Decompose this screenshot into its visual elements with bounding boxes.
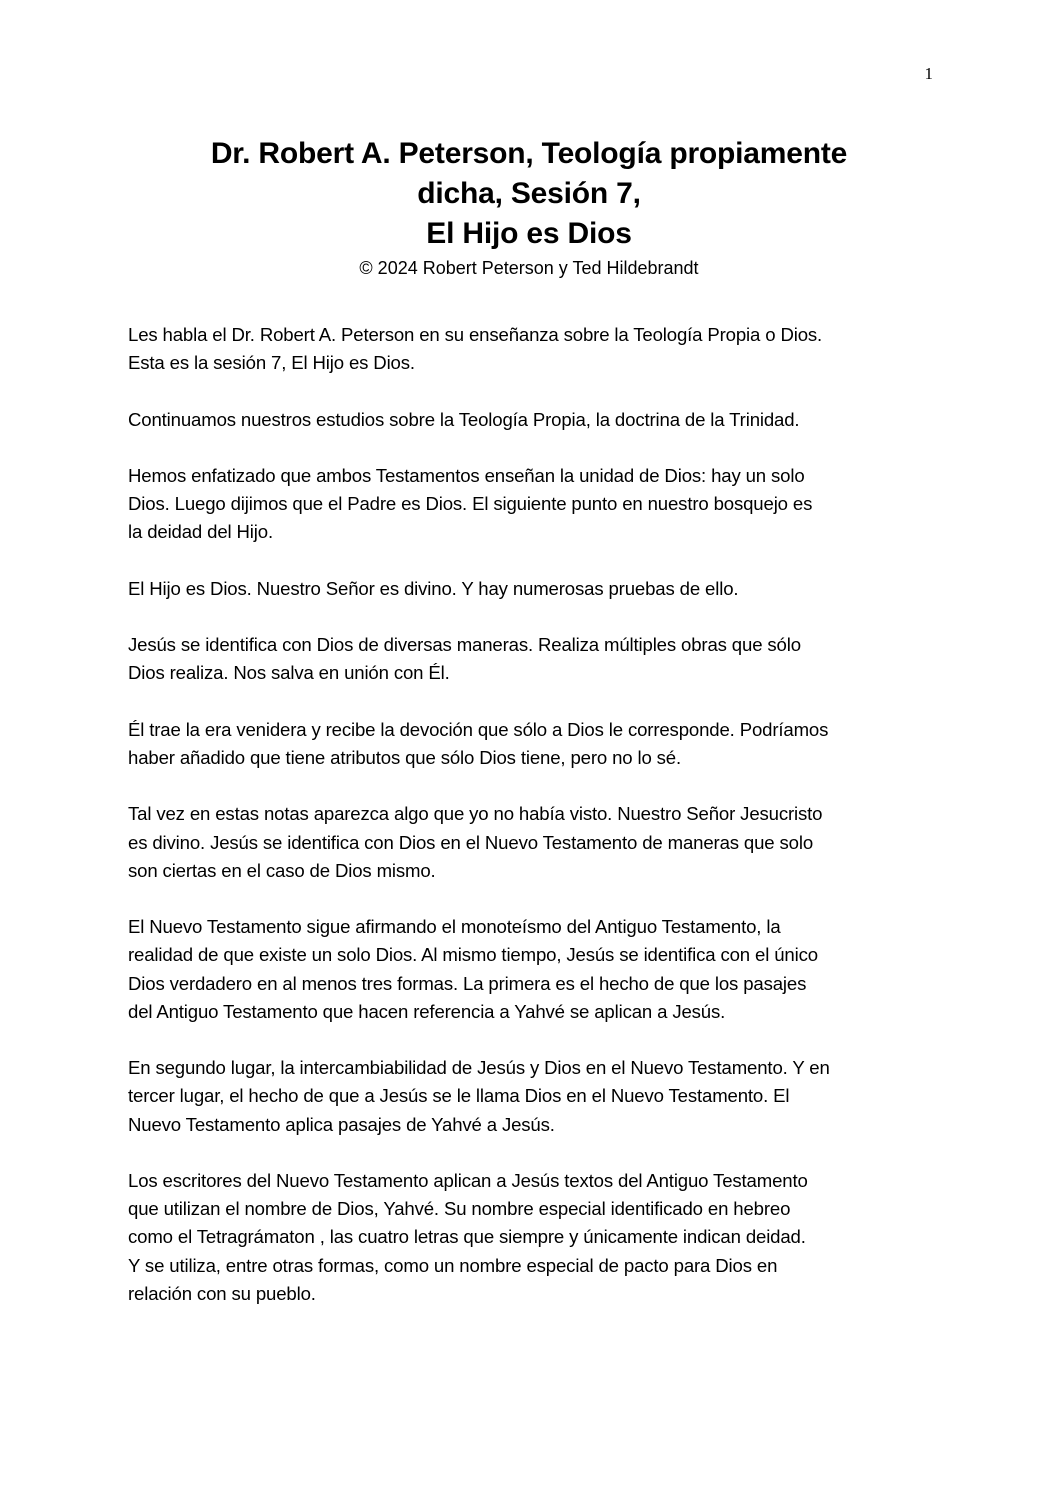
document-header xyxy=(128,134,930,281)
paragraph-line: Los escritores del Nuevo Testamento aplican a Jesús textos del Antiguo Testamento xyxy=(128,1169,808,1191)
paragraph-line: relación con su pueblo. xyxy=(128,1282,316,1304)
paragraph-line: son ciertas en el caso de Dios mismo. xyxy=(128,859,436,881)
paragraph-line: Continuamos nuestros estudios sobre la Teología Propia, la doctrina de la Trinidad. xyxy=(128,408,800,430)
document-title-line-3: El Hijo es Dios xyxy=(426,217,632,250)
paragraph xyxy=(128,321,934,377)
paragraph-line: la deidad del Hijo. xyxy=(128,521,273,543)
paragraph-line: como el Tetragrámaton , las cuatro letras que siempre y únicamente indican deidad. xyxy=(128,1226,806,1248)
paragraph-line: El Hijo es Dios. Nuestro Señor es divino. Y hay numerosas pruebas de ello. xyxy=(128,577,739,599)
paragraph-line: que utilizan el nombre de Dios, Yahvé. Su nombre especial identificado en hebreo xyxy=(128,1198,791,1220)
paragraph-line: Nuevo Testamento aplica pasajes de Yahvé a Jesús. xyxy=(128,1113,555,1135)
paragraph-line: Esta es la sesión 7, El Hijo es Dios. xyxy=(128,352,415,374)
paragraph-line: Tal vez en estas notas aparezca algo que yo no había visto. Nuestro Señor Jesucristo xyxy=(128,803,823,825)
document-title-line-2: dicha, Sesión 7, xyxy=(417,177,641,210)
paragraph xyxy=(128,913,934,1026)
paragraph-line: Dios realiza. Nos salva en unión con Él. xyxy=(128,662,450,684)
paragraph-line: En segundo lugar, la intercambiabilidad de Jesús y Dios en el Nuevo Testamento. Y en xyxy=(128,1057,830,1079)
copyright-notice: © 2024 Robert Peterson y Ted Hildebrandt xyxy=(359,258,699,278)
paragraph xyxy=(128,406,934,434)
paragraph xyxy=(128,462,934,547)
paragraph-line: Dios. Luego dijimos que el Padre es Dios. El siguiente punto en nuestro bosquejo es xyxy=(128,493,813,515)
paragraph-line: Hemos enfatizado que ambos Testamentos enseñan la unidad de Dios: hay un solo xyxy=(128,464,805,486)
paragraph-line: Y se utiliza, entre otras formas, como un nombre especial de pacto para Dios en xyxy=(128,1254,778,1276)
paragraph-line: Jesús se identifica con Dios de diversas maneras. Realiza múltiples obras que sólo xyxy=(128,634,801,656)
paragraph-line: Él trae la era venidera y recibe la devoción que sólo a Dios le corresponde. Podríamos xyxy=(128,718,829,740)
paragraph-line: Dios verdadero en al menos tres formas. La primera es el hecho de que los pasajes xyxy=(128,972,807,994)
document-body xyxy=(128,321,934,1336)
paragraph-line: El Nuevo Testamento sigue afirmando el monoteísmo del Antiguo Testamento, la xyxy=(128,916,781,938)
paragraph-line: haber añadido que tiene atributos que sólo Dios tiene, pero no lo sé. xyxy=(128,746,682,768)
paragraph-line: realidad de que existe un solo Dios. Al mismo tiempo, Jesús se identifica con el único xyxy=(128,944,818,966)
document-title-line-1: Dr. Robert A. Peterson, Teología propiamente xyxy=(210,137,848,170)
paragraph xyxy=(128,631,934,687)
paragraph xyxy=(128,716,934,772)
page-number: 1 xyxy=(924,64,933,83)
paragraph xyxy=(128,575,934,603)
paragraph-line: es divino. Jesús se identifica con Dios en el Nuevo Testamento de maneras que solo xyxy=(128,831,814,853)
paragraph-line: Les habla el Dr. Robert A. Peterson en su enseñanza sobre la Teología Propia o Dios. xyxy=(128,324,823,345)
paragraph xyxy=(128,800,934,885)
paragraph-line: del Antiguo Testamento que hacen referencia a Yahvé se aplican a Jesús. xyxy=(128,1000,726,1022)
paragraph xyxy=(128,1054,934,1139)
paragraph xyxy=(128,1167,934,1308)
paragraph-line: tercer lugar, el hecho de que a Jesús se le llama Dios en el Nuevo Testamento. El xyxy=(128,1085,790,1107)
